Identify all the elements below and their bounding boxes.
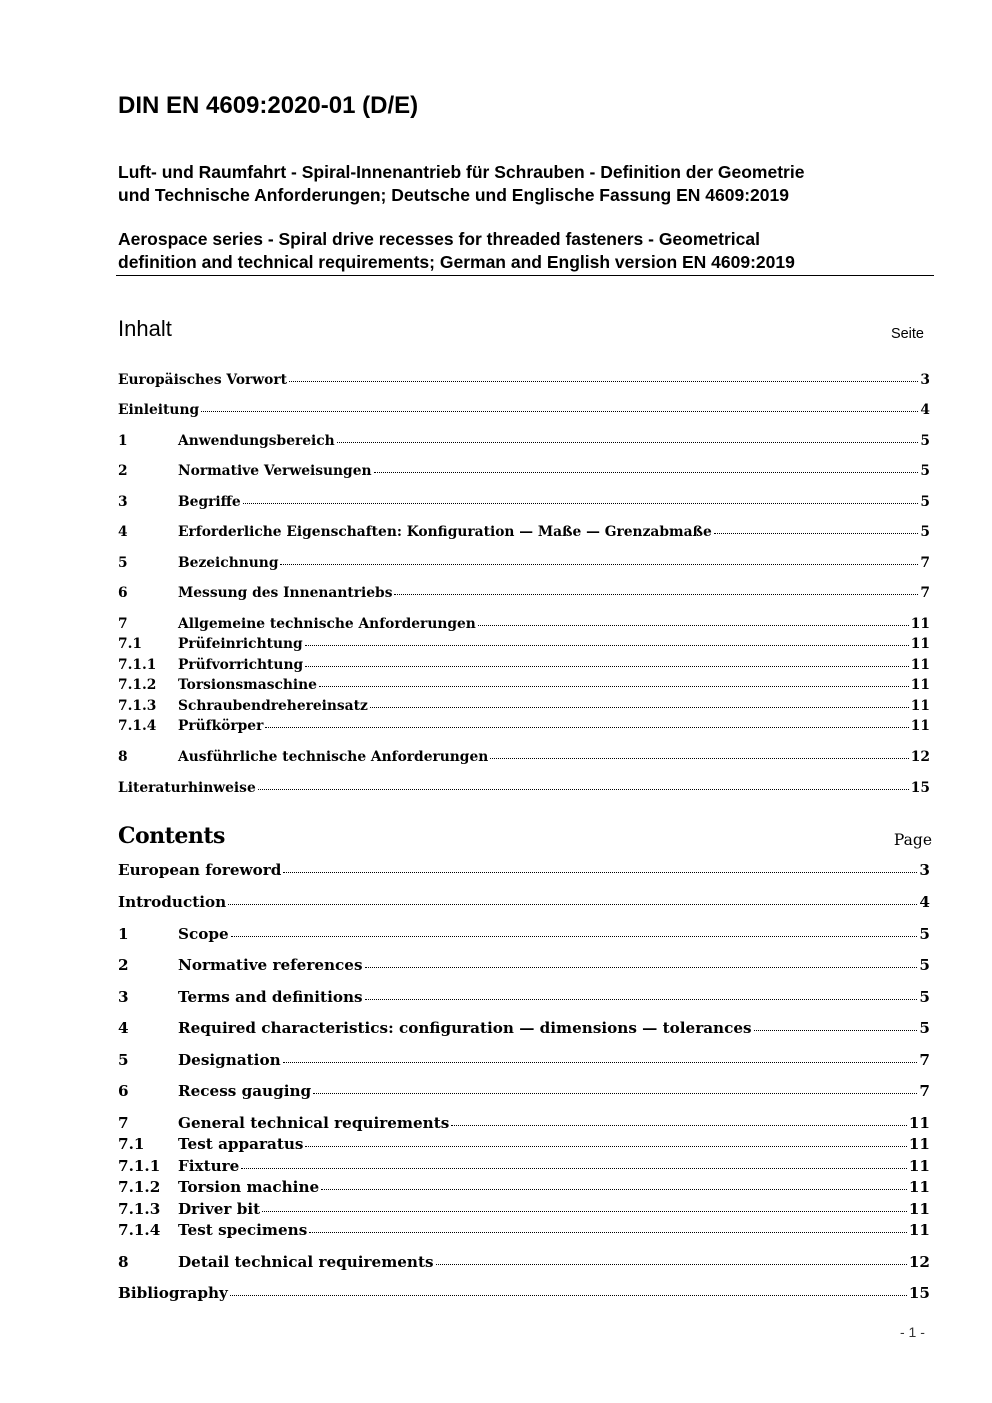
toc-entry-title: Prüfkörper bbox=[178, 718, 264, 734]
toc-dot-leader bbox=[337, 442, 919, 443]
toc-entry-page: 5 bbox=[919, 988, 930, 1006]
toc-entry[interactable] bbox=[118, 555, 930, 571]
toc-dot-leader bbox=[258, 789, 909, 790]
toc-entry-page: 15 bbox=[908, 1284, 930, 1302]
subtitle-en-line-1: Aerospace series - Spiral drive recesses for threaded fasteners - Geometrical bbox=[118, 229, 760, 249]
toc-dot-leader bbox=[321, 1189, 907, 1190]
toc-entry[interactable] bbox=[118, 1253, 930, 1271]
subtitle-en bbox=[118, 228, 918, 274]
toc-entry-number: 5 bbox=[118, 555, 128, 571]
toc-dot-leader bbox=[228, 904, 917, 905]
toc-entry[interactable] bbox=[118, 463, 930, 479]
toc-entry-title: Begriffe bbox=[178, 494, 241, 510]
toc-entry-title: Required characteristics: configuration — dimensions — tolerances bbox=[178, 1019, 752, 1037]
toc-entry-title: Allgemeine technische Anforderungen bbox=[178, 616, 476, 632]
toc-entry-title: Prüfeinrichtung bbox=[178, 636, 303, 652]
toc-entry-title: Schraubendrehereinsatz bbox=[178, 698, 368, 714]
toc-entry-number: 3 bbox=[118, 988, 129, 1006]
toc-entry-number: 6 bbox=[118, 1082, 129, 1100]
toc-entry-page: 11 bbox=[908, 1221, 930, 1239]
toc-dot-leader bbox=[365, 999, 918, 1000]
toc-entry-number: 3 bbox=[118, 494, 128, 510]
toc-entry-number: 7.1.4 bbox=[118, 1221, 161, 1239]
toc-entry-page: 5 bbox=[919, 925, 930, 943]
subtitle-de-line-2: und Technische Anforderungen; Deutsche und Englische Fassung EN 4609:2019 bbox=[118, 185, 789, 205]
toc-dot-leader bbox=[436, 1264, 907, 1265]
toc-dot-leader bbox=[394, 594, 918, 595]
toc-entry[interactable] bbox=[118, 494, 930, 510]
toc-entry-title: Messung des Innenantriebs bbox=[178, 585, 393, 601]
toc-dot-leader bbox=[365, 967, 918, 968]
toc-entry-page: 5 bbox=[920, 524, 930, 540]
toc-entry-title: Normative references bbox=[178, 956, 363, 974]
toc-entry-title: Terms and definitions bbox=[178, 988, 363, 1006]
toc-entry-page: 11 bbox=[910, 677, 930, 693]
toc-entry-page: 11 bbox=[910, 718, 930, 734]
toc-dot-leader bbox=[478, 625, 909, 626]
subtitle-de-line-1: Luft- und Raumfahrt - Spiral-Innenantrieb für Schrauben - Definition der Geometrie bbox=[118, 162, 805, 182]
toc-entry-number: 7 bbox=[118, 1114, 129, 1132]
toc-dot-leader bbox=[241, 1168, 907, 1169]
toc-dot-leader bbox=[305, 666, 909, 667]
toc-entry[interactable] bbox=[118, 893, 930, 911]
toc-en-page-label: Page bbox=[893, 831, 932, 849]
toc-dot-leader bbox=[305, 1146, 906, 1147]
toc-dot-leader bbox=[374, 472, 919, 473]
toc-entry-page: 15 bbox=[910, 780, 930, 796]
toc-dot-leader bbox=[714, 533, 919, 534]
toc-entry[interactable] bbox=[118, 1135, 930, 1153]
toc-dot-leader bbox=[231, 936, 918, 937]
toc-entry-number: 7.1.3 bbox=[118, 698, 157, 714]
toc-entry-title: Normative Verweisungen bbox=[178, 463, 372, 479]
toc-entry[interactable] bbox=[118, 402, 930, 418]
toc-entry-title: Bibliography bbox=[118, 1284, 228, 1302]
toc-entry[interactable] bbox=[118, 861, 930, 879]
toc-entry[interactable] bbox=[118, 1178, 930, 1196]
toc-dot-leader bbox=[283, 1062, 918, 1063]
toc-entry[interactable] bbox=[118, 616, 930, 632]
toc-de-header bbox=[118, 312, 924, 342]
toc-entry-title: Introduction bbox=[118, 893, 227, 911]
toc-entry[interactable] bbox=[118, 1114, 930, 1132]
toc-entry-page: 11 bbox=[908, 1200, 930, 1218]
toc-entry-number: 7.1.1 bbox=[118, 657, 157, 673]
toc-entry-page: 5 bbox=[919, 1019, 930, 1037]
toc-entry[interactable] bbox=[118, 1221, 930, 1239]
toc-entry-page: 3 bbox=[920, 372, 930, 388]
toc-entry[interactable] bbox=[118, 1284, 930, 1302]
toc-entry[interactable] bbox=[118, 657, 930, 673]
toc-entry-number: 7 bbox=[118, 616, 128, 632]
toc-entry[interactable] bbox=[118, 524, 930, 540]
toc-entry-page: 3 bbox=[919, 861, 930, 879]
toc-entry-number: 7.1.2 bbox=[118, 677, 157, 693]
toc-entry[interactable] bbox=[118, 372, 930, 388]
toc-entry-title: Driver bit bbox=[178, 1200, 261, 1218]
toc-entry-number: 5 bbox=[118, 1051, 129, 1069]
toc-entry-number: 7.1.1 bbox=[118, 1157, 161, 1175]
toc-entry-page: 11 bbox=[910, 698, 930, 714]
toc-entry-number: 4 bbox=[118, 1019, 129, 1037]
subtitle-de bbox=[118, 161, 918, 207]
toc-entry-page: 7 bbox=[920, 585, 930, 601]
toc-dot-leader bbox=[243, 503, 919, 504]
toc-entry[interactable] bbox=[118, 585, 930, 601]
toc-entry-page: 11 bbox=[908, 1114, 930, 1132]
toc-entry-page: 11 bbox=[908, 1178, 930, 1196]
subtitle-en-line-2: definition and technical requirements; German and English version EN 4609:2019 bbox=[118, 252, 795, 272]
toc-entry-title: Einleitung bbox=[118, 402, 200, 418]
toc-dot-leader bbox=[305, 645, 909, 646]
toc-entry-title: Erforderliche Eigenschaften: Konfiguration — Maße — Grenzabmaße bbox=[178, 524, 712, 540]
toc-entry[interactable] bbox=[118, 1157, 930, 1175]
toc-dot-leader bbox=[283, 872, 917, 873]
toc-entry[interactable] bbox=[118, 956, 930, 974]
toc-entry[interactable] bbox=[118, 1019, 930, 1037]
toc-entry-title: European foreword bbox=[118, 861, 282, 879]
toc-entry-title: Scope bbox=[178, 925, 229, 943]
toc-entry-page: 7 bbox=[919, 1051, 930, 1069]
toc-dot-leader bbox=[451, 1125, 907, 1126]
toc-entry-page: 12 bbox=[910, 749, 930, 765]
toc-entry-page: 5 bbox=[919, 956, 930, 974]
toc-entry-page: 11 bbox=[908, 1157, 930, 1175]
toc-entry-number: 7.1 bbox=[118, 636, 143, 652]
toc-entry-page: 11 bbox=[908, 1135, 930, 1153]
toc-en-header bbox=[118, 819, 932, 849]
toc-entry-title: Anwendungsbereich bbox=[178, 433, 335, 449]
toc-dot-leader bbox=[265, 727, 908, 728]
toc-entry[interactable] bbox=[118, 1051, 930, 1069]
toc-entry-title: Ausführliche technische Anforderungen bbox=[178, 749, 489, 765]
toc-entry-number: 7.1 bbox=[118, 1135, 145, 1153]
toc-entry-title: Recess gauging bbox=[178, 1082, 312, 1100]
toc-dot-leader bbox=[754, 1030, 918, 1031]
toc-entry-page: 11 bbox=[910, 657, 930, 673]
toc-entry-title: Prüfvorrichtung bbox=[178, 657, 304, 673]
toc-entry-number: 2 bbox=[118, 463, 128, 479]
toc-entry-number: 8 bbox=[118, 749, 128, 765]
toc-entry-title: Europäisches Vorwort bbox=[118, 372, 288, 388]
toc-entry-number: 8 bbox=[118, 1253, 129, 1271]
toc-entry-page: 7 bbox=[919, 1082, 930, 1100]
toc-dot-leader bbox=[289, 381, 918, 382]
toc-entry-number: 1 bbox=[118, 925, 129, 943]
toc-entry[interactable] bbox=[118, 698, 930, 714]
toc-dot-leader bbox=[280, 564, 918, 565]
toc-dot-leader bbox=[309, 1232, 907, 1233]
toc-entry-title: Designation bbox=[178, 1051, 281, 1069]
toc-entry-page: 5 bbox=[920, 433, 930, 449]
toc-en-heading: Contents bbox=[118, 823, 225, 849]
toc-entry[interactable] bbox=[118, 718, 930, 734]
toc-entry-number: 4 bbox=[118, 524, 128, 540]
toc-entry-number: 7.1.3 bbox=[118, 1200, 161, 1218]
toc-entry-page: 5 bbox=[920, 494, 930, 510]
toc-dot-leader bbox=[370, 707, 909, 708]
toc-dot-leader bbox=[262, 1211, 907, 1212]
toc-entry-number: 7.1.4 bbox=[118, 718, 157, 734]
toc-entry-page: 11 bbox=[910, 616, 930, 632]
toc-entry-page: 5 bbox=[920, 463, 930, 479]
toc-entry[interactable] bbox=[118, 988, 930, 1006]
title-divider bbox=[116, 275, 934, 276]
toc-entry-page: 12 bbox=[908, 1253, 930, 1271]
toc-entry[interactable] bbox=[118, 780, 930, 796]
page-number: - 1 - bbox=[900, 1324, 925, 1340]
document-title: DIN EN 4609:2020-01 (D/E) bbox=[118, 92, 419, 119]
toc-entry[interactable] bbox=[118, 433, 930, 449]
toc-dot-leader bbox=[319, 686, 909, 687]
toc-de-page-label: Seite bbox=[890, 326, 924, 342]
toc-entry-number: 6 bbox=[118, 585, 128, 601]
toc-entry-number: 7.1.2 bbox=[118, 1178, 161, 1196]
toc-entry-page: 4 bbox=[920, 402, 930, 418]
toc-entry-title: Torsionsmaschine bbox=[178, 677, 317, 693]
toc-entry-number: 1 bbox=[118, 433, 128, 449]
toc-entry-page: 7 bbox=[920, 555, 930, 571]
toc-entry[interactable] bbox=[118, 677, 930, 693]
toc-entry[interactable] bbox=[118, 636, 930, 652]
toc-dot-leader bbox=[230, 1295, 907, 1296]
toc-entry[interactable] bbox=[118, 1082, 930, 1100]
toc-entry[interactable] bbox=[118, 925, 930, 943]
toc-entry-title: Torsion machine bbox=[178, 1178, 320, 1196]
toc-entry-number: 2 bbox=[118, 956, 129, 974]
toc-entry[interactable] bbox=[118, 1200, 930, 1218]
toc-dot-leader bbox=[313, 1093, 917, 1094]
toc-entry-title: Fixture bbox=[178, 1157, 240, 1175]
toc-entry-title: Test apparatus bbox=[178, 1135, 304, 1153]
toc-entry-page: 4 bbox=[919, 893, 930, 911]
toc-entry-title: Detail technical requirements bbox=[178, 1253, 434, 1271]
toc-entry-title: Literaturhinweise bbox=[118, 780, 256, 796]
toc-entry-page: 11 bbox=[910, 636, 930, 652]
toc-entry[interactable] bbox=[118, 749, 930, 765]
toc-dot-leader bbox=[490, 758, 909, 759]
toc-de-heading: Inhalt bbox=[118, 316, 172, 341]
toc-entry-title: Test specimens bbox=[178, 1221, 308, 1239]
toc-dot-leader bbox=[201, 411, 918, 412]
toc-entry-title: Bezeichnung bbox=[178, 555, 279, 571]
toc-entry-title: General technical requirements bbox=[178, 1114, 450, 1132]
